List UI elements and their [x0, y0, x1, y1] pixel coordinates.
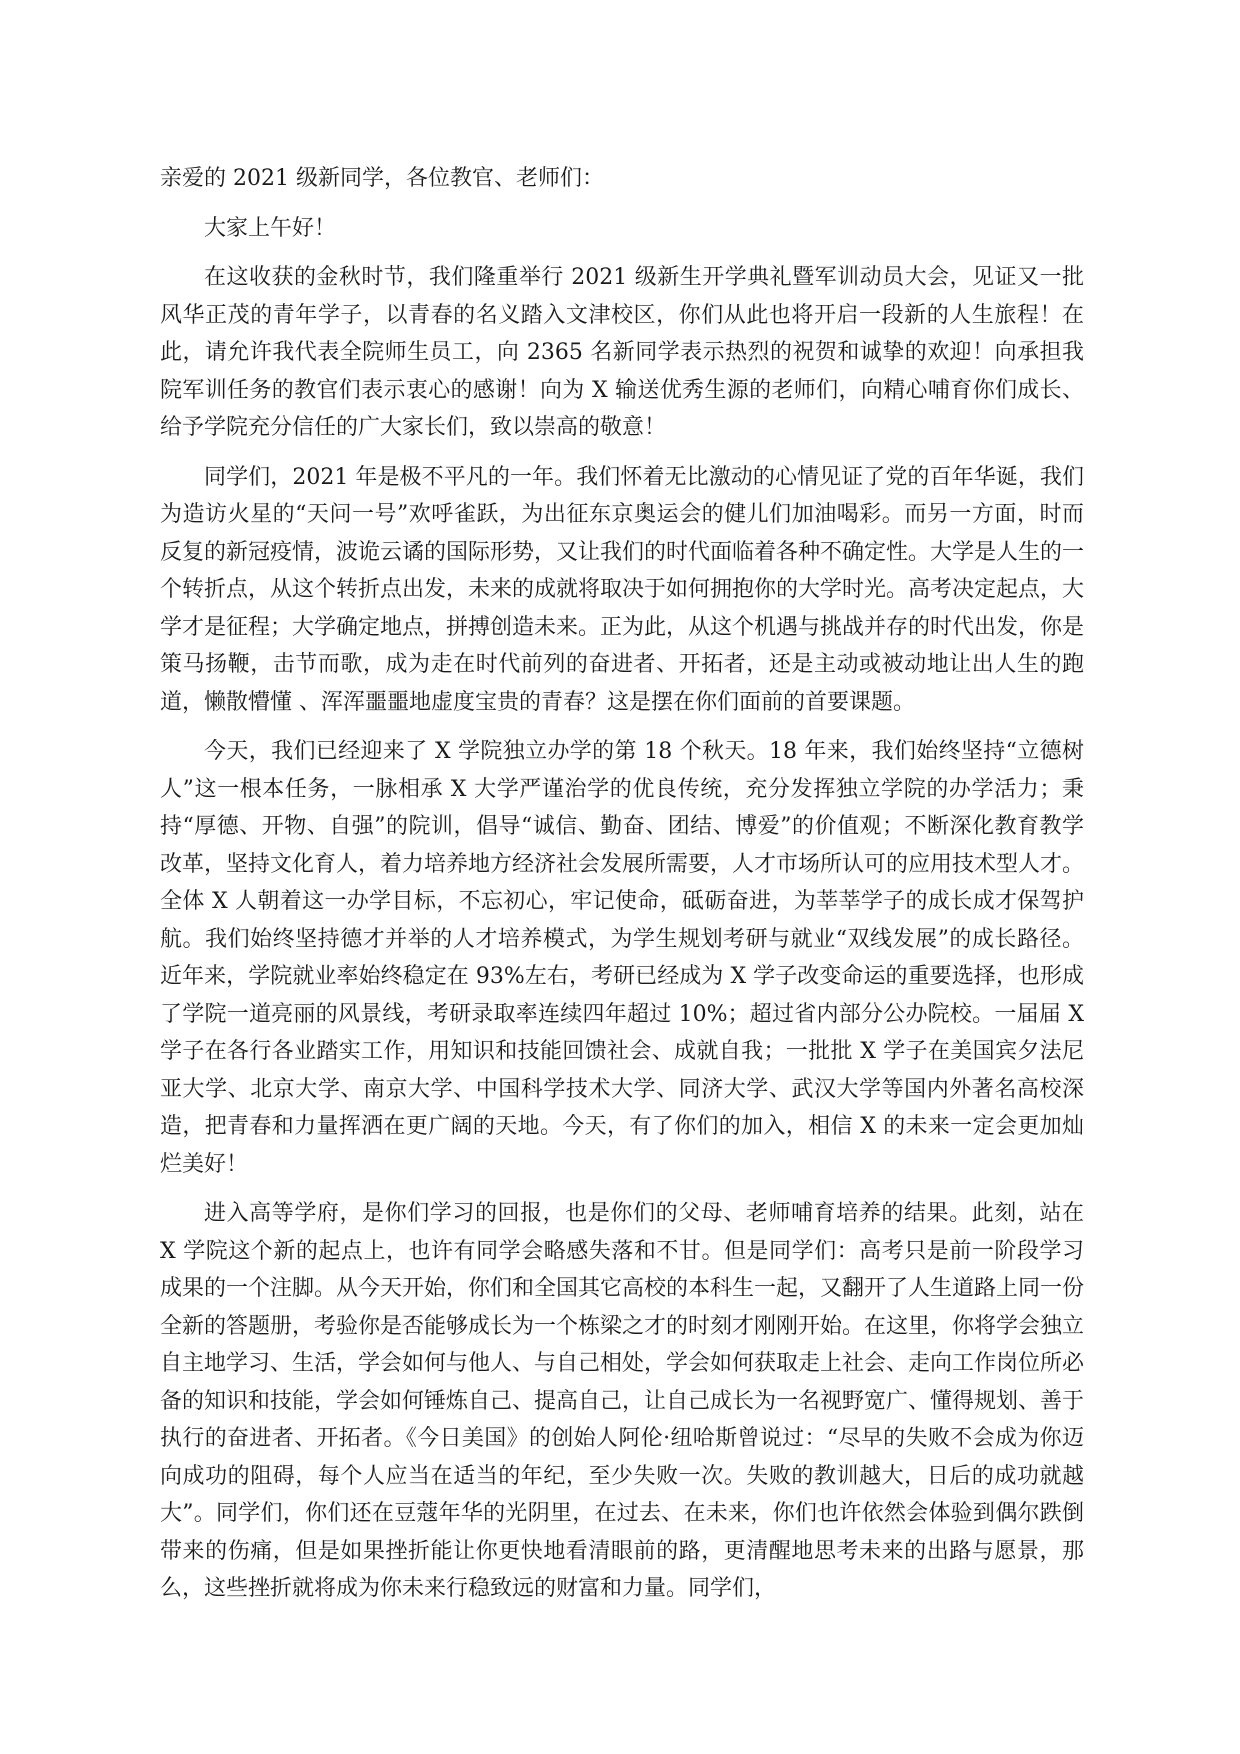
- greeting: 亲爱的 2021 级新同学，各位教官、老师们：: [160, 166, 604, 191]
- salutation: 大家上午好！: [204, 215, 337, 241]
- paragraph-era-challenges: 同学们，2021 年是极不平凡的一年。我们怀着无比激动的心情见证了党的百年华诞，我们为造访火星的“天问一号”欢呼雀跃，为出征东京奥运会的健儿们加油喝彩。而另一方面，时而反复的新冠疫情，波诡云谲的国际形势，又让我们的时代面临着各种不确定性。大学是人生的一个转折点，从这个转折点出发，未来的成就将取决于如何拥抱你的大学时光。高考决定起点，大学才是征程；大学确定地点，拼搏创造未来。正为此，从这个机遇与挑战并存的时代出发，你是策马扬鞭，击节而歌，成为走在时代前列的奋进者、开拓者，还是主动或被动地让出人生的跑道，懒散懵懂 、浑浑噩噩地虚度宝贵的青春？这是摆在你们面前的首要课题。: [160, 464, 1085, 715]
- letter-body: [160, 160, 1084, 1620]
- paragraph-opening: 在这收获的金秋时节，我们隆重举行 2021 级新生开学典礼暨军训动员大会，见证又一批风华正茂的青年学子，以青春的名义踏入文津校区，你们从此也将开启一段新的人生旅程！在此，请允许我代表全院师生员工，向 2365 名新同学表示热烈的祝贺和诚挚的欢迎！向承担我院军训任务的教官们表示衷心的感谢！向为 X 输送优秀生源的老师们，向精心哺育你们成长、给予学院充分信任的广大家长们，致以崇高的敬意！: [160, 265, 1084, 440]
- paragraph-new-start: 进入高等学府，是你们学习的回报，也是你们的父母、老师哺育培养的结果。此刻，站在 X 学院这个新的起点上，也许有同学会略感失落和不甘。但是同学们：高考只是前一阶段学习成果的一个注脚。从今天开始，你们和全国其它高校的本科生一起，又翻开了人生道路上同一份全新的答题册，考验你是否能够成长为一个栋梁之才的时刻才刚刚开始。在这里，你将学会独立自主地学习、生活，学会如何与他人、与自己相处，学会如何获取走上社会、走向工作岗位所必备的知识和技能，学会如何锤炼自己、提高自己，让自己成长为一名视野宽广、懂得规划、善于执行的奋进者、开拓者。《今日美国》的创始人阿伦·纽哈斯曾说过：“尽早的失败不会成为你迈向成功的阻碍，每个人应当在适当的年纪，至少失败一次。失败的教训越大，日后的成功就越大”。同学们，你们还在豆蔻年华的光阴里，在过去、在未来，你们也许依然会体验到偶尔跌倒带来的伤痛，但是如果挫折能让你更快地看清眼前的路，更清醒地思考未来的出路与愿景，那么，这些挫折就将成为你未来行稳致远的财富和力量。同学们，: [160, 1201, 1085, 1601]
- paragraph-college-history: 今天，我们已经迎来了 X 学院独立办学的第 18 个秋天。18 年来，我们始终坚持“立德树人”这一根本任务，一脉相承 X 大学严谨治学的优良传统，充分发挥独立学院的办学活力；秉持“厚德、开物、自强”的院训，倡导“诚信、勤奋、团结、博爱”的价值观；不断深化教育教学改革，坚持文化育人，着力培养地方经济社会发展所需要，人才市场所认可的应用技术型人才。全体 X 人朝着这一办学目标，不忘初心，牢记使命，砥砺奋进，为莘莘学子的成长成才保驾护航。我们始终坚持德才并举的人才培养模式，为学生规划考研与就业“双线发展”的成长路径。近年来，学院就业率始终稳定在 93%左右，考研已经成为 X 学子改变命运的重要选择，也形成了学院一道亮丽的风景线，考研录取率连续四年超过 10%；超过省内部分公办院校。一届届 X 学子在各行各业踏实工作，用知识和技能回馈社会、成就自我；一批批 X 学子在美国宾夕法尼亚大学、北京大学、南京大学、中国科学技术大学、同济大学、武汉大学等国内外著名高校深造，把青春和力量挥洒在更广阔的天地。今天，有了你们的加入，相信 X 的未来一定会更加灿烂美好！: [160, 739, 1085, 1177]
